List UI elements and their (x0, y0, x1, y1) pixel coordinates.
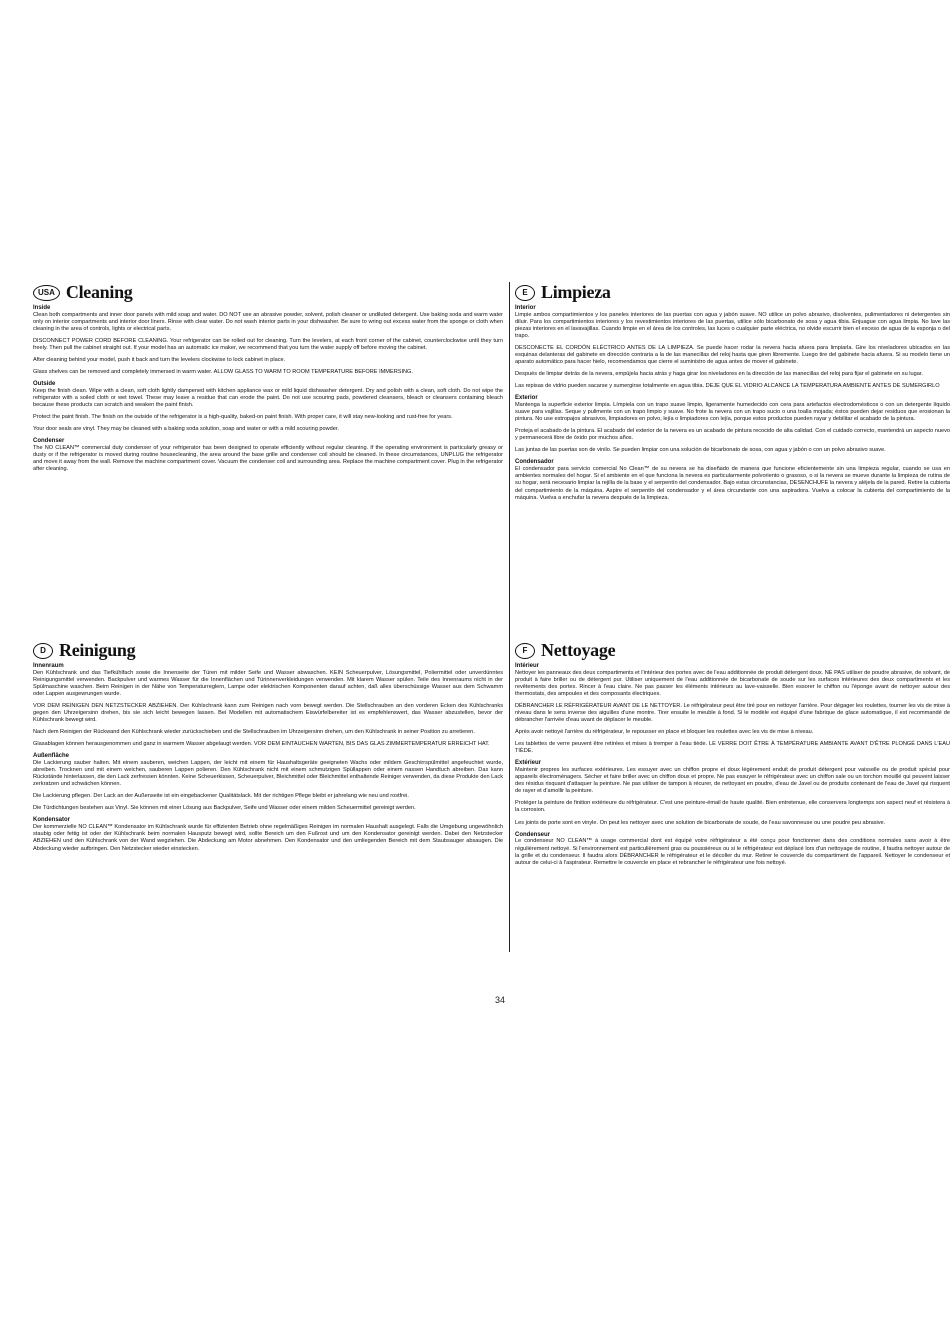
subheading-inside: Inside (33, 305, 51, 311)
column-divider (509, 282, 510, 952)
subheading-outside: Exterior (515, 395, 538, 402)
section-title: Cleaning (65, 282, 133, 302)
paragraph: DISCONNECT POWER CORD BEFORE CLEANING. Your refrigerator can be rolled out for cleaning. Turn the levelers, at each front corner of the cabinet, counterclockwise until they turn freely. Then pull the cabinet straight out. If your model has an automatic ice maker, we recommend that you turn the water supply off before moving the cabinet. (33, 338, 503, 352)
paragraph: Glasablagen können herausgenommen und ganz in warmem Wasser abgelaugt werden. VOR DEM EINTAUCHEN WARTEN, BIS DAS GLAS ZIMMERTEMPERATUR ERREICHT HAT. (33, 741, 490, 748)
section-de-reinigung (33, 640, 503, 950)
section-header (515, 282, 950, 303)
section-title: Limpieza (541, 282, 611, 302)
section-header (33, 282, 503, 303)
section-header (515, 640, 950, 661)
subheading-condenser: Kondensator (33, 817, 71, 824)
paragraph: After cleaning behind your model, push it back and turn the levelers clockwise to lock cabinet in place. (33, 357, 286, 364)
subheading-inside: Intérieur (515, 663, 540, 669)
subheading-outside: Außenfläche (33, 753, 70, 760)
paragraph: Your door seals are vinyl. They may be cleaned with a baking soda solution, soap and water or with a mild scouring powder. (33, 426, 339, 433)
paragraph: Les joints de porte sont en vinyle. On peut les nettoyer avec une solution de bicarbonate de soude, de l'eau savonneuse ou une poudre peu abrasive. (515, 819, 886, 826)
page-number: 34 (495, 995, 506, 1005)
paragraph: Les tablettes de verre peuvent être retirées et mises à tremper à l'eau tiède. LE VERRE DOIT ÊTRE À TEMPÉRATURE AMBIANTE AVANT D'ÊTRE PLONGÉ DANS L'EAU TIÈDE. (515, 741, 950, 755)
subheading-inside: Innenraum (33, 663, 64, 669)
paragraph: Proteja el acabado de la pintura. El acabado del exterior de la nevera es un acabado de pintura recocido de alta calidad. Con el cuidado correcto, mantendrá un aspecto nuevo y permanecerá libre de óxido por muchos años. (515, 428, 950, 442)
paragraph: Nach dem Reinigen der Rückwand den Kühlschrank wieder zurückschieben und die Stellschrauben im Uhrzeigersinn drehen, um den Kühlschrank in seiner Position zu arretieren. (33, 729, 475, 736)
section-es-limpieza (515, 282, 950, 627)
subheading-condenser: Condenser (33, 438, 65, 445)
paragraph: The NO CLEAN™ commercial duty condenser of your refrigerator has been designed to operate efficiently without regular cleaning. If the operating environment is particularly greasy or dusty or if the refrigerator is moved during routine housecleaning, the area around the base grille and condenser coil should be cleaned. In these circumstances, UNPLUG the refrigerator and move it away from the wall. Remove the machine compartment cover. Vacuum the condenser coil and surrounding area. Replace the machine compartment cover. Plug in the refrigerator after cleaning. (33, 445, 503, 473)
paragraph: Après avoir nettoyé l'arrière du réfrigérateur, le repousser en place et bloquer les roulettes avec les vis de mise à niveau. (515, 729, 814, 736)
paragraph: Después de limpiar detrás de la nevera, empújela hacia atrás y haga girar los niveladores en la dirección de las manecillas del reloj para fijar el gabinete en su lugar. (515, 371, 923, 378)
paragraph: Maintenir propres les surfaces extérieures. Les essuyer avec un chiffon propre et doux légèrement enduit de produit détergent pour vaisselle ou de produit spécial pour appareils électroménagers. Sécher et faire briller avec un chiffon doux et propre. Ne pas essuyer le réfrigérateur avec un chiffon sale ou un torchon mouillé qui peuvent laisser des résidus risquant d'attaquer la peinture. Ne pas utiliser de tampon à récurer, de nettoyant en poudre, d'eau de Javel ou de produits contenant de l'eau de Javel qui risquent de rayer et d'amollir la peinture. (515, 767, 950, 795)
paragraph: Las juntas de las puertas son de vinilo. Se pueden limpiar con una solución de bicarbonato de sosa, con agua y jabón o con un polvo abrasivo suave. (515, 447, 886, 454)
paragraph: El condensador para servicio comercial No Clean™ de su nevera se ha diseñado de manera que funcione eficientemente sin una limpieza regular, cuando se usa en ambientes normales del hogar. Si el ambiente en el que funciona la nevera es particularmente polvoriento o grasoso, o si la nevera se mueve durante la limpieza de rutina de su hogar, será necesario limpiar la rejilla de la base y el serpentín del condensador. Bajo estas circunstancias, DESENCHUFE la nevera y aléjela de la pared. Retire la cubierta del compartimiento de la máquina. Aspire el serpentín del condensador y el área circundante con una aspiradora. Vuelva a colocar la cubierta del compartimiento de la máquina. Vuelva a enchufar la nevera después de la limpieza. (515, 466, 950, 501)
paragraph: Limpie ambos compartimientos y los paneles interiores de las puertas con agua y jabón suave. NO utilice un polvo abrasivo, disolventes, pulimentadores ni detergentes sin diluir. Para los compartimientos interiores y los revestimientos interiores de las puertas, utilice sólo bicarbonato de sosa y agua tibia. Enjuague con agua limpia. No lave las piezas interiores en el lavavajillas. Cuando limpie en el área de los controles, las luces o cualquier parte eléctrica, no olvide escurrir bien el exceso de agua de la esponja o del trapo. (515, 311, 950, 340)
subheading-condenser: Condenseur (515, 831, 551, 838)
section-header (33, 640, 503, 661)
paragraph: DESCONECTE EL CORDÓN ELÉCTRICO ANTES DE LA LIMPIEZA. Se puede hacer rodar la nevera hacia afuera para limpiarla. Gire los niveladores ubicados en las esquinas delanteras del gabinete en dirección contraria a la de las manecillas del reloj hasta que giren libremente. Luego tire del gabinete hacia afuera. Si su modelo tiene un aparato automático para hacer hielo, recomendamos que cierre el suministro de agua antes de mover el gabinete. (515, 345, 950, 366)
subheading-outside: Extérieur (515, 760, 542, 767)
paragraph: Le condenseur NO CLEAN™ à usage commercial dont est équipé votre réfrigérateur a été conçu pour fonctionner dans des conditions normales sans avoir à être régulièrement nettoyé. Si l'environnement est particulièrement gras ou poussiéreux ou si le réfrigérateur est déplacé lors d'un nettoyage de routine, il faudra nettoyer autour de la grille et du condenseur. Il faudra alors DÉBRANCHER le réfrigérateur et le décoller du mur. Retirer le couvercle du compartiment de l'appareil. Nettoyer le condenseur et autour de celui-ci à l'aspirateur. Remettre le couvercle en place et rebrancher le réfrigérateur une fois nettoyé. (515, 838, 950, 866)
language-badge: E (515, 285, 535, 301)
paragraph: Keep the finish clean. Wipe with a clean, soft cloth lightly dampened with kitchen appliance wax or mild liquid dishwasher detergent. Dry and polish with a clean, soft cloth. Do not wipe the refrigerator with a soiled cloth or wet towel. These may leave a residue that can erode the paint. Do not use scouring pads, powdered cleansers, bleach or cleansers containing bleach because these products can scratch and weaken the paint finish. (33, 388, 503, 409)
paragraph: Die Türdichtungen bestehen aus Vinyl. Sie können mit einer Lösung aus Backpulver, Seife und Wasser oder einem milden Scheuermittel gereinigt werden. (33, 805, 416, 812)
paragraph: Las repisas de vidrio pueden sacarse y sumergirse totalmente en agua tibia. DEJE QUE EL VIDRIO ALCANCE LA TEMPERATURA AMBIENTE ANTES DE SUMERGIRLO (515, 383, 940, 390)
subheading-condenser: Condensador (515, 459, 554, 466)
paragraph: Protect the paint finish. The finish on the outside of the refrigerator is a high-quality, baked-on paint finish. With proper care, it will stay new-looking and rust-free for years. (33, 414, 453, 421)
language-badge: D (33, 643, 53, 659)
subheading-inside: Interior (515, 305, 536, 311)
section-title: Nettoyage (541, 640, 616, 660)
paragraph: Der kommerzielle NO CLEAN™ Kondensator im Kühlschrank wurde für effizienten Betrieb ohne regelmäßiges Reinigen im normalen Haushalt ausgelegt. Falls die Umgebung ungewöhnlich staubig oder fettig ist oder der Kühlschrank beim normalen Hausputz bewegt wird, sollte Bereich um den Fußrost und um den Kondensator gereinigt werden. Dabei den Netzstecker ABZIEHEN und den Kühlschrank von der Wand wegziehen. Die Abdeckung am Motor abnehmen. Den Kondensator und den umliegenden Bereich mit dem Staubsauger absaugen. Die Abdeckung wieder aufbringen. Den Netzstecker wieder einstecken. (33, 824, 503, 852)
paragraph: VOR DEM REINIGEN DEN NETZSTECKER ABZIEHEN. Der Kühlschrank kann zum Reinigen nach vorn bewegt werden. Die Stellschrauben an den vorderen Ecken des Kühlschranks gegen den Uhrzeigersinn drehen, bis sie sich leicht bewegen lassen. Bei Modellen mit automatischem Eiswürfelbereiter ist es empfehlenswert, das Wasser abzustellen, bevor der Kühlschrank bewegt wird. (33, 703, 503, 724)
subheading-outside: Outside (33, 381, 56, 388)
paragraph: Protéger la peinture de finition extérieure du réfrigérateur. C'est une peinture-émail de haute qualité. Bien entretenue, elle conservera longtemps son aspect neuf et résistera à la corrosion. (515, 800, 950, 814)
language-badge: USA (33, 285, 60, 301)
paragraph: Mantenga la superficie exterior limpia. Límpiela con un trapo suave limpio, ligeramente humedecido con cera para artefactos electrodomésticos o con un detergente líquido suave para vajillas. Seque y pulimente con un trapo limpio y suave. No frote la nevera con un trapo sucio o una toalla mojada; éstos pueden dejar residuos que erosionan la pintura. No use estropajos abrasivos, limpiadores en polvo, lejía o limpiadores con lejía, porque estos productos pueden rayar y debilitar el acabado de la pintura. (515, 402, 950, 423)
paragraph: DÉBRANCHER LE RÉFRIGÉRATEUR AVANT DE LE NETTOYER. Le réfrigérateur peut être tiré pour en nettoyer l'arrière. Pour dégager les roulettes, tourner les vis de mise à niveau dans le sens inverse des aiguilles d'une montre. Tirer ensuite le meuble à fond. Si le modèle est équipé d'une fabrique de glace automatique, il est recommandé de débrancher l'arrivée d'eau avant de déplacer le meuble. (515, 703, 950, 724)
paragraph: Clean both compartments and inner door panels with mild soap and water. DO NOT use an abrasive powder, solvent, polish cleaner or undiluted detergent. Use baking soda and warm water only on interior compartments and interior door liners. Rinse with clear water. Do not wash interior parts in your dishwasher. Be sure to wring out excess water from the sponge or cloth when cleaning in the area of controls, lights or electrical parts. (33, 311, 503, 332)
section-title: Reinigung (59, 640, 136, 660)
paragraph: Nettoyer les panneaux des deux compartiments et l'intérieur des portes avec de l'eau additionnée de produit détergent doux. NE PAS utiliser de poudre abrasive, de solvant, de produit à faire briller ou de détergent pur. Utiliser uniquement de l'eau additionnée de bicarbonate de soude sur les surfaces intérieures des deux compartiments et les revêtements des portes. Rincer à l'eau claire. Ne pas passer les éléments intérieurs au lave-vaisselle. Bien essorer le chiffon ou l'éponge avant de nettoyer autour des thermostats, des ampoules et des composants électriques. (515, 669, 950, 698)
paragraph: Die Lackierung sauber halten. Mit einem sauberen, weichen Lappen, der leicht mit einem für Haushaltsgeräte geeigneten Wachs oder mildem Geschirrspülmittel angefeuchtet wurde, abreiben. Trocknen und mit einem weichen, sauberen Lappen polieren. Den Kühlschrank nicht mit einem schmutzigen Spüllappen oder einem nassen Handtuch abreiben. Das kann Rückstände hinterlassen, die den Lack zerfressen könnten. Keine Scheuerkissen, Scheuerpulver, Bleichmittel oder Bleichmittel enthaltende Reiniger verwenden, da diese Produkte den Lack zerkratzen und schwächen können. (33, 760, 503, 788)
section-usa-cleaning (33, 282, 503, 602)
paragraph: Den Kühlschrank und das Tiefkühlfach sowie die Innenseite der Türen mit milder Seife und Wasser abwaschen. KEIN Scheuerpulver, Lösungsmittel, Poliermittel oder unverdünntes Reinigungsmittel verwenden. Backpulver und warmes Wasser für die Innenflächen und Türinnenverkleidungen verwenden. Mit klarem Wasser spülen. Teile des Innenraums nicht in der Spülmaschine waschen. Beim Reinigen in der Nähe von Temperaturreglern, Lampe oder elektrischen Komponenten darauf achten, daß alles überschüssige Wasser aus dem Schwamm oder Lappen ausgewrungen wurde. (33, 669, 503, 698)
section-fr-nettoyage (515, 640, 950, 970)
paragraph: Glass shelves can be removed and completely immersed in warm water. ALLOW GLASS TO WARM TO ROOM TEMPERATURE BEFORE IMMERSING. (33, 369, 413, 376)
paragraph: Die Lackierung pflegen. Der Lack an der Außenseite ist ein eingebackener Qualitätslack. Mit der richtigen Pflege bleibt er jahrelang wie neu und rostfrei. (33, 793, 409, 800)
language-badge: F (515, 643, 535, 659)
